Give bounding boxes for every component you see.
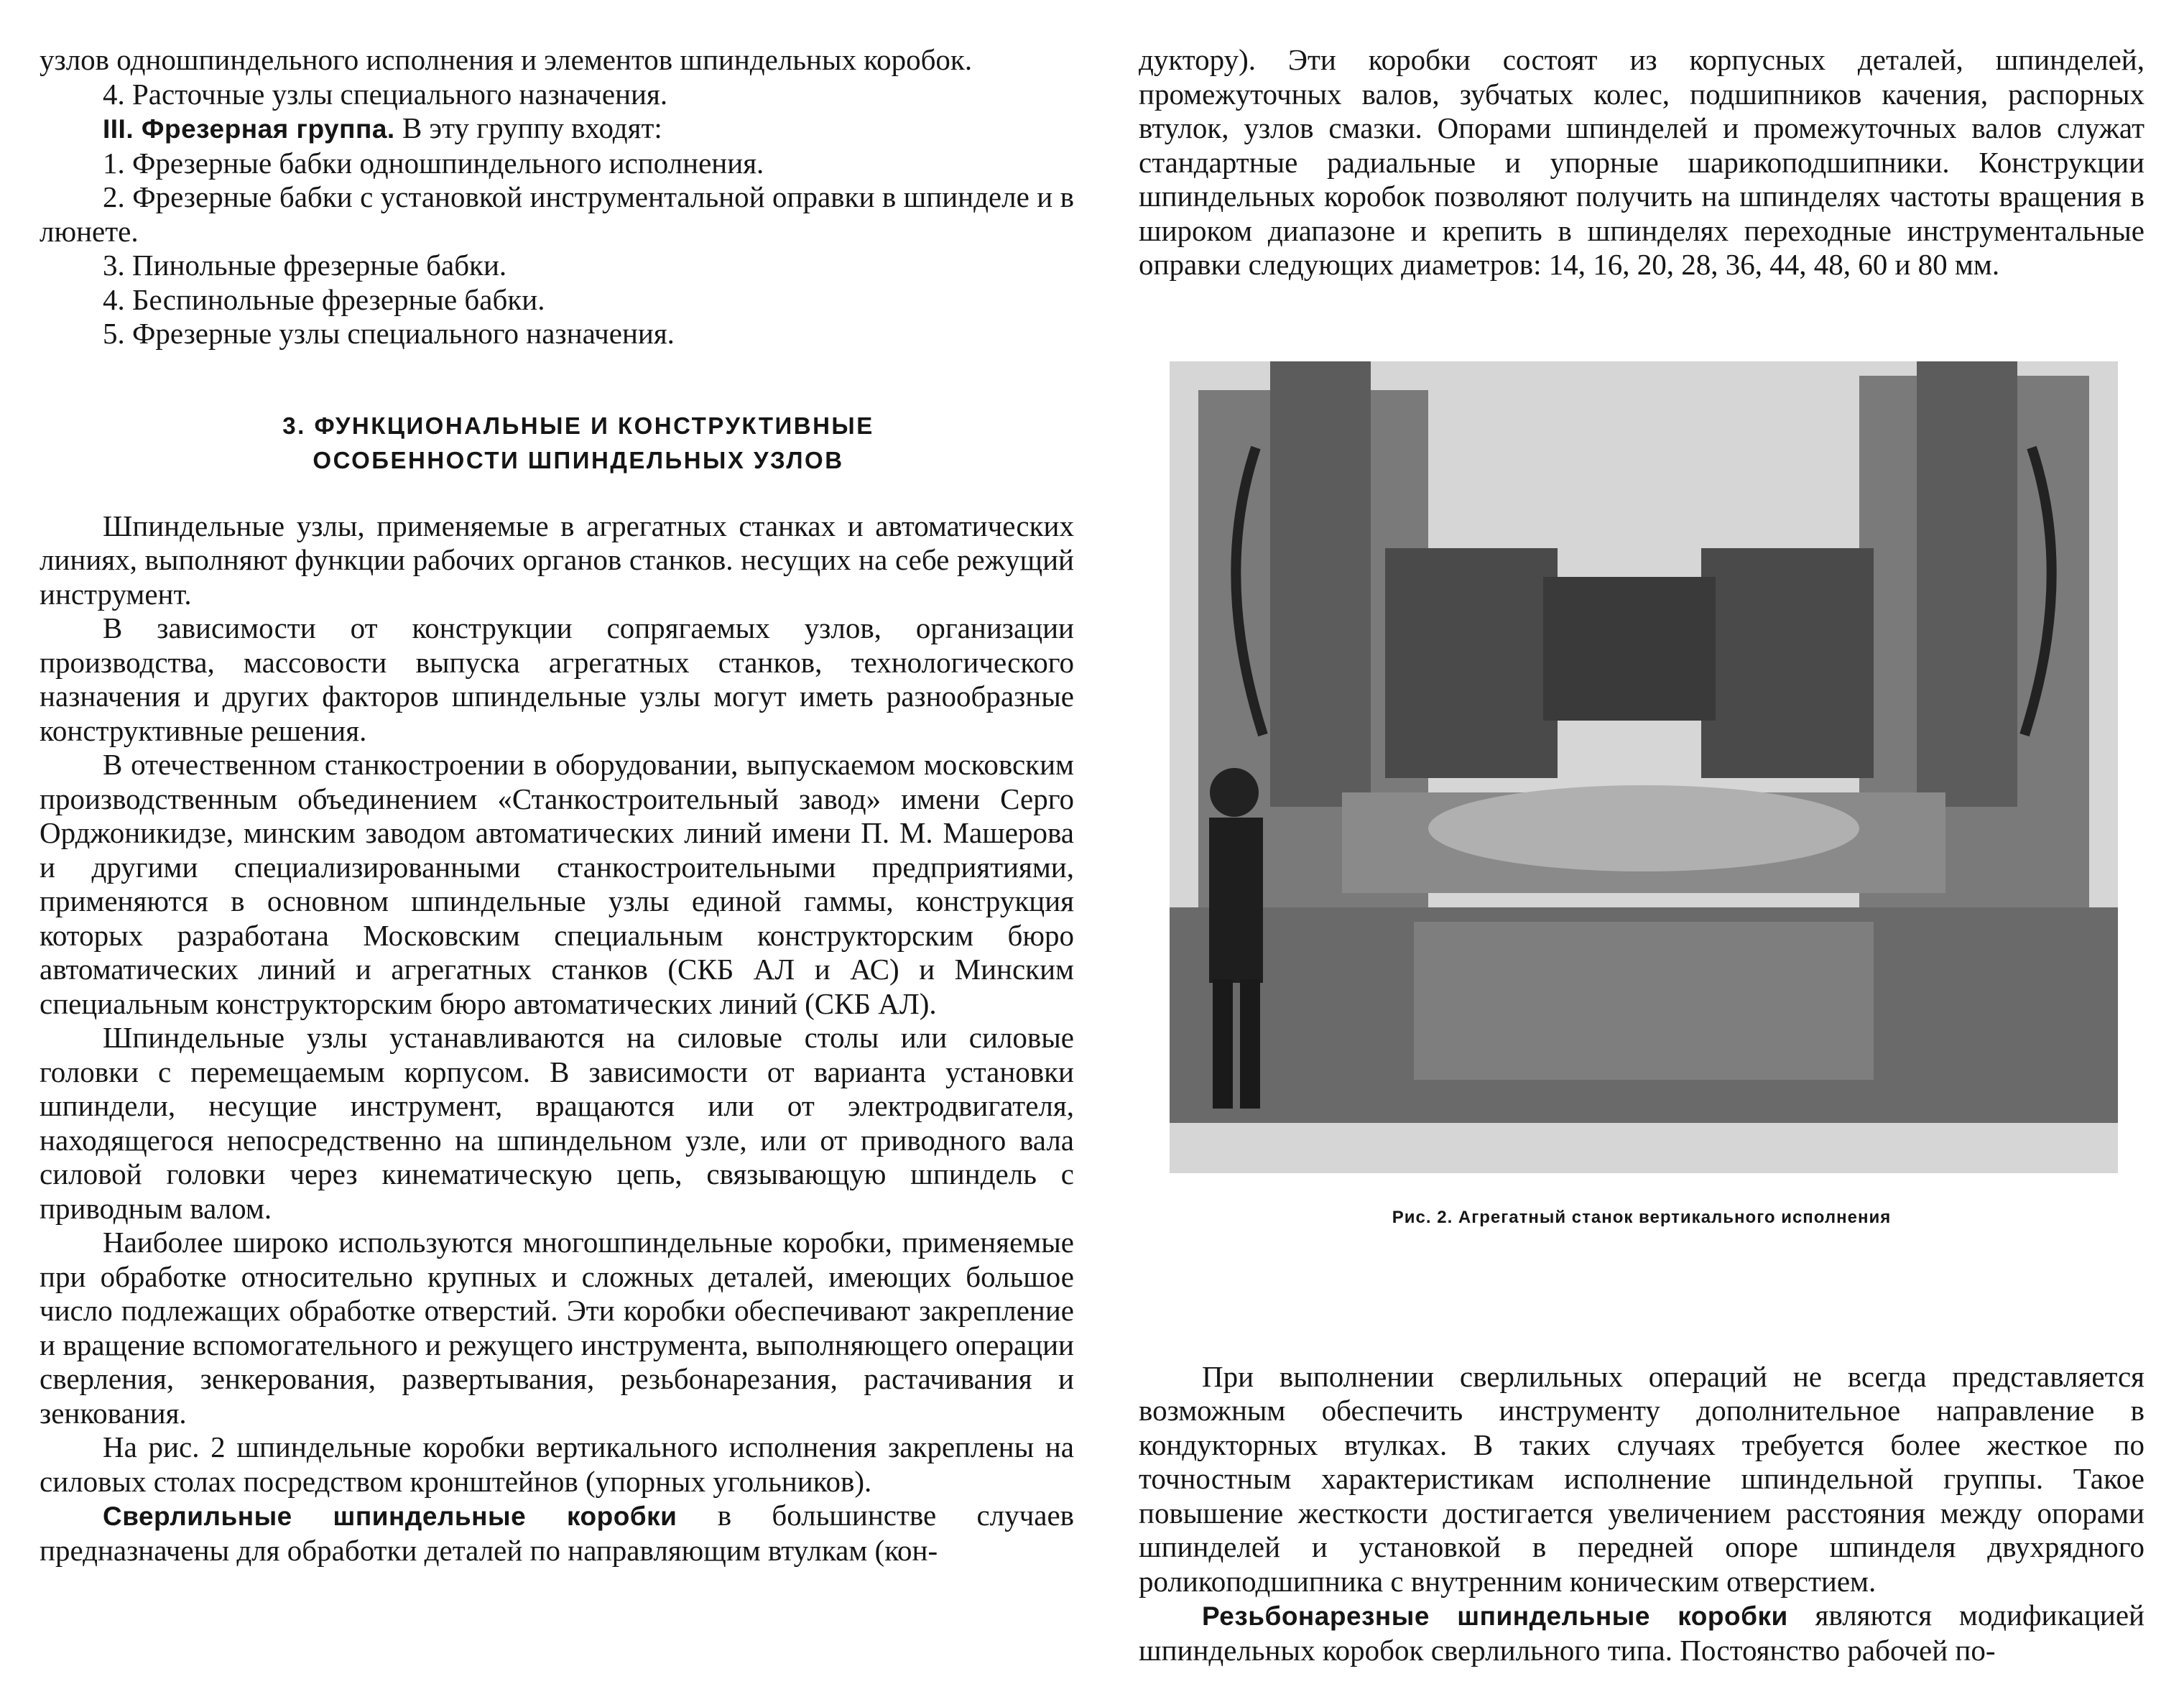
section-heading xyxy=(40,409,1074,478)
list-item: 3. Пинольные фрезерные бабки. xyxy=(103,249,507,282)
paragraph xyxy=(1139,1599,2144,1667)
continued-paragraph: узлов одношпиндельного исполнения и элементов шпиндельных коробок. xyxy=(40,43,973,76)
group-label: III. Фрезерная группа. xyxy=(103,114,395,144)
figure-caption: Рис. 2. Агрегатный станок вертикального исполнения xyxy=(1392,1207,1892,1227)
paragraph-text: в большинстве случаев предназначены для обработки деталей по направляющим втулкам (кон- xyxy=(40,1499,1074,1567)
machine-illustration xyxy=(1170,361,2118,1173)
paragraph: Наиболее широко используются многошпиндельные коробки, применяемые при обработке относительно крупных и сложных деталей, имеющих большое число подлежащих обработке отверстий. Эти коробки обеспечивают закрепление и вращение вспомогательного и режущего инструмента, выполняющего операции сверления, зенкерования, развертывания, резьбонарезания, растачивания и зенкования. xyxy=(40,1226,1074,1430)
list-item: 4. Беспинольные фрезерные бабки. xyxy=(103,282,545,316)
paragraph: В отечественном станкостроении в оборудовании, выпускаемом московским производственным объединением «Станкостроительный завод» имени Серго Орджоникидзе, минским заводом автоматических линий имени П. М. Машерова и другими специализированными станкостроительными предприятиями, применяются в основном шпиндельные узлы единой гаммы, конструкция которых разработана Московским специальным конструкторским бюро автоматических линий и агрегатных станков (СКБ АЛ и АС) и Минским специальным конструкторским бюро автоматических линий (СКБ АЛ). xyxy=(40,748,1074,1020)
paragraph: В зависимости от конструкции сопрягаемых узлов, организации производства, массовости выпуска агрегатных станков, технологического назначения и других факторов шпиндельные узлы могут иметь разнообразные конструктивные решения. xyxy=(40,611,1074,747)
list-item: 4. Расточные узлы специального назначения. xyxy=(103,77,668,111)
list-item: 5. Фрезерные узлы специального назначения. xyxy=(103,317,675,350)
list-item: 1. Фрезерные бабки одношпиндельного исполнения. xyxy=(103,146,764,180)
section-heading-line1: 3. ФУНКЦИОНАЛЬНЫЕ И КОНСТРУКТИВНЫЕ xyxy=(282,412,874,439)
right-page xyxy=(1139,43,2144,1667)
paragraph xyxy=(40,1499,1074,1568)
machine-photo xyxy=(1170,361,2118,1173)
continued-paragraph: дуктору). Эти коробки состоят из корпусных деталей, шпинделей, промежуточных валов, зубчатых колес, подшипников качения, распорных втулок, узлов смазки. Опорами шпинделей и промежуточных валов служат стандартные радиальные и упорные шарикоподшипники. Конструкции шпиндельных коробок позволяют получить на шпинделях частоты вращения в широком диапазоне и крепить в шпинделях переходные инструментальные оправки следующих диаметров: 14, 16, 20, 28, 36, 44, 48, 60 и 80 мм. xyxy=(1139,43,2144,281)
group-intro-text: В эту группу входят: xyxy=(394,111,662,144)
left-page xyxy=(40,43,1074,1568)
paragraph-lead: Резьбонарезные шпиндельные коробки xyxy=(1202,1601,1788,1631)
paragraph: При выполнении сверлильных операций не всегда представляется возможным обеспечить инструменту дополнительное направление в кондукторных втулках. В таких случаях требуется более жесткое по точностным характеристикам исполнение шпиндельной группы. Такое повышение жесткости достигается увеличением расстояния между опорами шпинделей и установкой в передней опоре шпинделя двухрядного роликоподшипника с внутренним коническим отверстием. xyxy=(1139,1359,2144,1598)
paragraph: Шпиндельные узлы устанавливаются на силовые столы или силовые головки с перемещаемым корпусом. В зависимости от варианта установки шпиндели, несущие инструмент, вращаются или от электродвигателя, находящегося непосредственно на шпиндельном узле, или от приводного вала силовой головки через кинематическую цепь, связывающую шпиндель с приводным валом. xyxy=(40,1021,1074,1225)
section-heading-line2: ОСОБЕННОСТИ ШПИНДЕЛЬНЫХ УЗЛОВ xyxy=(313,446,844,473)
paragraph: На рис. 2 шпиндельные коробки вертикального исполнения закреплены на силовых столах посредством кронштейнов (упорных угольников). xyxy=(40,1430,1074,1498)
paragraph-text: являются модификацией шпиндельных коробок сверлильного типа. Постоянство рабочей по- xyxy=(1139,1599,2145,1667)
figure xyxy=(1139,311,2144,1360)
paragraph-lead: Сверлильные шпиндельные коробки xyxy=(103,1502,677,1531)
list-item: 2. Фрезерные бабки с установкой инструментальной оправки в шпинделе и в люнете. xyxy=(40,180,1074,248)
group-intro xyxy=(40,111,1074,147)
paragraph: Шпиндельные узлы, применяемые в агрегатных станках и автоматических линиях, выполняют функции рабочих органов станков. несущих на себе режущий инструмент. xyxy=(40,509,1074,611)
